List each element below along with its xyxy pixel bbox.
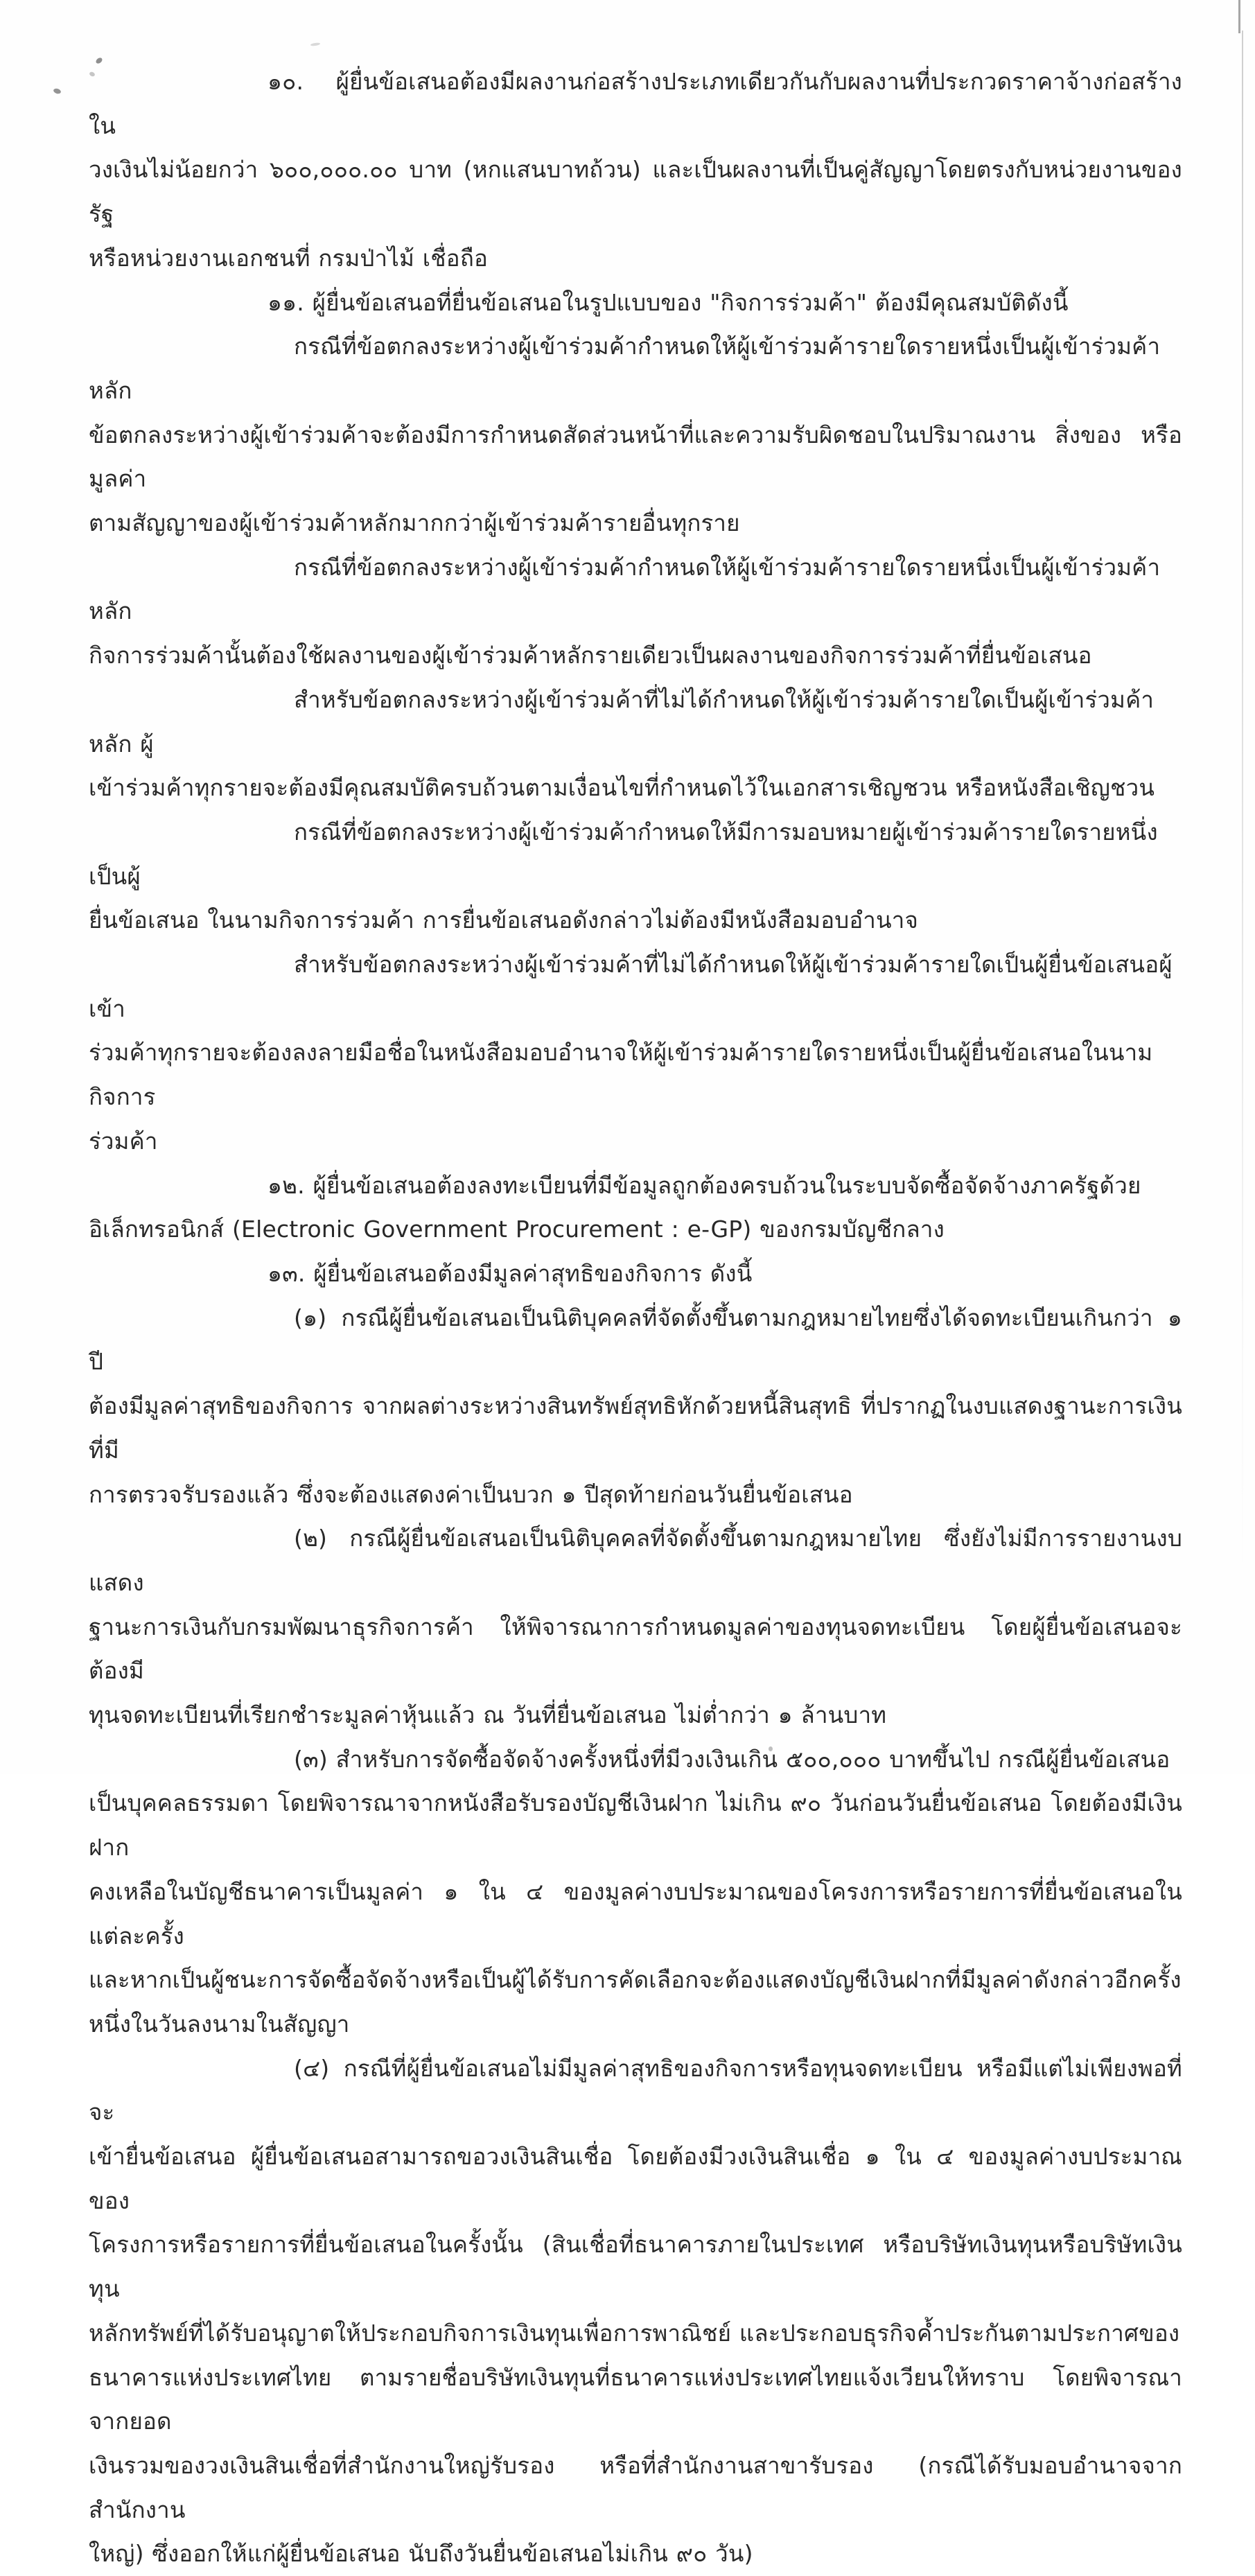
scan-speck	[53, 87, 62, 94]
text-line: กรณีที่ข้อตกลงระหว่างผู้เข้าร่วมค้ากำหนดให้ผู้เข้าร่วมค้ารายใดรายหนึ่งเป็นผู้เข้าร่วมค้าหลัก	[89, 333, 1161, 404]
text-line: เข้ายื่นข้อเสนอ ผู้ยื่นข้อเสนอสามารถขอวงเงินสินเชื่อ โดยต้องมีวงเงินสินเชื่อ ๑ ใน ๔ ของมูลค่างบประมาณของ	[89, 2143, 1182, 2214]
text-line: กรณีที่ข้อตกลงระหว่างผู้เข้าร่วมค้ากำหนดให้ผู้เข้าร่วมค้ารายใดรายหนึ่งเป็นผู้เข้าร่วมค้าหลัก	[89, 553, 1161, 625]
page-edge-line	[1242, 30, 1243, 1583]
text-line: ฐานะการเงินกับกรมพัฒนาธุรกิจการค้า ให้พิจารณาการกำหนดมูลค่าของทุนจดทะเบียน โดยผู้ยื่นข้อเสนอจะต้องมี	[89, 1613, 1182, 1685]
text-line: ๑๑. ผู้ยื่นข้อเสนอที่ยื่นข้อเสนอในรูปแบบของ "กิจการร่วมค้า" ต้องมีคุณสมบัติดังนี้	[267, 288, 1069, 316]
text-line: ๑๐. ผู้ยื่นข้อเสนอต้องมีผลงานก่อสร้างประเภทเดียวกันกับผลงานที่ประกวดราคาจ้างก่อสร้างใน	[89, 68, 1182, 139]
text-line: ตามสัญญาของผู้เข้าร่วมค้าหลักมากกว่าผู้เข้าร่วมค้ารายอื่นทุกราย	[89, 509, 740, 537]
page-edge-line-top	[1238, 0, 1240, 33]
text-line: หลักทรัพย์ที่ได้รับอนุญาตให้ประกอบกิจการเงินทุนเพื่อการพาณิชย์ และประกอบธุรกิจค้ำประกันตามประกาศของ	[89, 2319, 1180, 2347]
text-line: วงเงินไม่น้อยกว่า ๖๐๐,๐๐๐.๐๐ บาท (หกแสนบาทถ้วน) และเป็นผลงานที่เป็นคู่สัญญาโดยตรงกับหน่วยงานของรัฐ	[89, 156, 1182, 228]
text-line: กรณีที่ข้อตกลงระหว่างผู้เข้าร่วมค้ากำหนดให้มีการมอบหมายผู้เข้าร่วมค้ารายใดรายหนึ่งเป็นผู้	[89, 818, 1158, 890]
text-line: (๓) สำหรับการจัดซื้อจัดจ้างครั้งหนึ่งที่มีวงเงินเกิน ๕๐๐,๐๐๐ บาทขึ้นไป กรณีผู้ยื่นข้อเสนอ	[294, 1745, 1170, 1773]
text-line: และหากเป็นผู้ชนะการจัดซื้อจัดจ้างหรือเป็นผู้ได้รับการคัดเลือกจะต้องแสดงบัญชีเงินฝากที่มีมูลค่าดังกล่าวอีกครั้ง	[89, 1966, 1182, 1994]
text-line: (๒) กรณีผู้ยื่นข้อเสนอเป็นนิติบุคคลที่จัดตั้งขึ้นตามกฎหมายไทย ซึ่งยังไม่มีการรายงานงบแสดง	[89, 1525, 1182, 1596]
text-line: เป็นบุคคลธรรมดา โดยพิจารณาจากหนังสือรับรองบัญชีเงินฝาก ไม่เกิน ๙๐ วันก่อนวันยื่นข้อเสนอ โดยต้องมีเงินฝาก	[89, 1789, 1182, 1861]
text-line: เข้าร่วมค้าทุกรายจะต้องมีคุณสมบัติครบถ้วนตามเงื่อนไขที่กำหนดไว้ในเอกสารเชิญชวน หรือหนังสือเชิญชวน	[89, 774, 1155, 802]
text-line: ใหญ่) ซึ่งออกให้แก่ผู้ยื่นข้อเสนอ นับถึงวันยื่นข้อเสนอไม่เกิน ๙๐ วัน)	[89, 2540, 753, 2568]
text-line: ยื่นข้อเสนอ ในนามกิจการร่วมค้า การยื่นข้อเสนอดังกล่าวไม่ต้องมีหนังสือมอบอำนาจ	[89, 906, 918, 934]
text-line: ร่วมค้าทุกรายจะต้องลงลายมือชื่อในหนังสือมอบอำนาจให้ผู้เข้าร่วมค้ารายใดรายหนึ่งเป็นผู้ยื่นข้อเสนอในนามกิจการ	[89, 1039, 1153, 1111]
text-line: สำหรับข้อตกลงระหว่างผู้เข้าร่วมค้าที่ไม่ได้กำหนดให้ผู้เข้าร่วมค้ารายใดเป็นผู้เข้าร่วมค้าหลัก ผู้	[89, 685, 1155, 757]
text-line: โครงการหรือรายการที่ยื่นข้อเสนอในครั้งนั้น (สินเชื่อที่ธนาคารภายในประเทศ หรือบริษัทเงินทุนหรือบริษัทเงินทุน	[89, 2231, 1182, 2303]
text-line: เงินรวมของวงเงินสินเชื่อที่สำนักงานใหญ่รับรอง หรือที่สำนักงานสาขารับรอง (กรณีได้รับมอบอำนาจจากสำนักงาน	[89, 2451, 1182, 2523]
text-line: ทุนจดทะเบียนที่เรียกชำระมูลค่าหุ้นแล้ว ณ วันที่ยื่นข้อเสนอ ไม่ต่ำกว่า ๑ ล้านบาท	[89, 1701, 887, 1729]
text-line: คงเหลือในบัญชีธนาคารเป็นมูลค่า ๑ ใน ๔ ของมูลค่างบประมาณของโครงการหรือรายการที่ยื่นข้อเสนอในแต่ละครั้ง	[89, 1877, 1182, 1949]
text-line: หรือหน่วยงานเอกชนที่ กรมป่าไม้ เชื่อถือ	[89, 244, 489, 272]
text-line: ๑๒. ผู้ยื่นข้อเสนอต้องลงทะเบียนที่มีข้อมูลถูกต้องครบถ้วนในระบบจัดซื้อจัดจ้างภาครัฐด้วย	[267, 1171, 1141, 1199]
text-line: ธนาคารแห่งประเทศไทย ตามรายชื่อบริษัทเงินทุนที่ธนาคารแห่งประเทศไทยแจ้งเวียนให้ทราบ โดยพิจารณาจากยอด	[89, 2363, 1182, 2435]
text-line: (๔) กรณีที่ผู้ยื่นข้อเสนอไม่มีมูลค่าสุทธิของกิจการหรือทุนจดทะเบียน หรือมีแต่ไม่เพียงพอที่จะ	[89, 2054, 1182, 2126]
text-line: สำหรับข้อตกลงระหว่างผู้เข้าร่วมค้าที่ไม่ได้กำหนดให้ผู้เข้าร่วมค้ารายใดเป็นผู้ยื่นข้อเสนอผู้เข้า	[89, 951, 1173, 1022]
text-line: การตรวจรับรองแล้ว ซึ่งจะต้องแสดงค่าเป็นบวก ๑ ปีสุดท้ายก่อนวันยื่นข้อเสนอ	[89, 1480, 853, 1508]
document-body	[89, 60, 1182, 2576]
text-line: หนึ่งในวันลงนามในสัญญา	[89, 2010, 350, 2038]
text-line: กิจการร่วมค้านั้นต้องใช้ผลงานของผู้เข้าร่วมค้าหลักรายเดียวเป็นผลงานของกิจการร่วมค้าที่ยื่นข้อเสนอ	[89, 642, 1092, 669]
text-line: (๑) กรณีผู้ยื่นข้อเสนอเป็นนิติบุคคลที่จัดตั้งขึ้นตามกฎหมายไทยซึ่งได้จดทะเบียนเกินกว่า ๑ ปี	[89, 1304, 1182, 1376]
text-line: ร่วมค้า	[89, 1127, 158, 1155]
text-line: ข้อตกลงระหว่างผู้เข้าร่วมค้าจะต้องมีการกำหนดสัดส่วนหน้าที่และความรับผิดชอบในปริมาณงาน สิ่งของ หรือมูลค่า	[89, 421, 1182, 493]
text-line: ต้องมีมูลค่าสุทธิของกิจการ จากผลต่างระหว่างสินทรัพย์สุทธิหักด้วยหนี้สินสุทธิ ที่ปรากฏในงบแสดงฐานะการเงินที่มี	[89, 1392, 1182, 1464]
text-line: ๑๓. ผู้ยื่นข้อเสนอต้องมีมูลค่าสุทธิของกิจการ ดังนี้	[267, 1259, 753, 1287]
text-line: อิเล็กทรอนิกส์ (Electronic Government Procurement : e-GP) ของกรมบัญชีกลาง	[89, 1216, 945, 1243]
scan-speck	[310, 42, 320, 46]
